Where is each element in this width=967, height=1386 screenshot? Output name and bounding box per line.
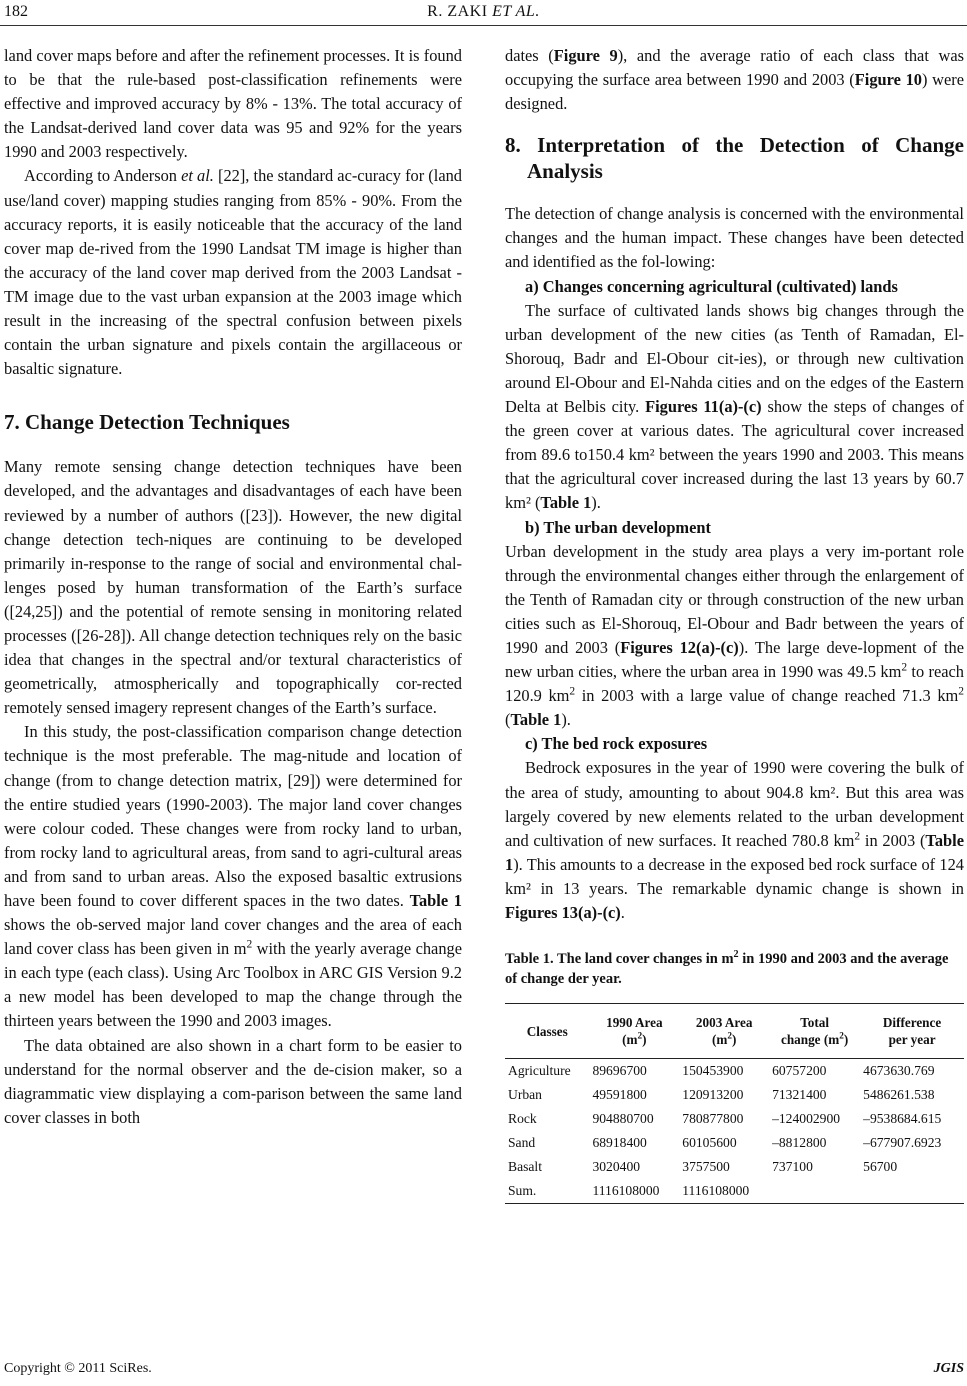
table-cell: 737100 [772,1159,813,1175]
header-rule [0,25,967,26]
table-cell: 780877800 [682,1111,744,1127]
journal-name: JGIS [933,1361,964,1376]
table-row-sum [505,1179,964,1204]
header-area-1990: 1990 Area $(m^2)$ [589,1004,679,1059]
subheading-agricultural: a) Changes concerning agricultural (cultivated) lands [525,276,898,296]
table-cell: 4673630.769 [863,1063,935,1079]
header-total-change: Total change $(m^2)$ [769,1004,860,1059]
table-cell: 5486261.538 [863,1087,935,1103]
table-cell: 120913200 [682,1087,744,1103]
paragraph: The surface of cultivated lands shows big changes through the urban development of the new cities (as Tenth of Ramadan, El-Shorouq, Badr and El-Obour cit-ies), or through new cultivation around El-Obour and El-Nahda cities and on the edges of the Eastern Delta at Belbis city. Figures 11(a)-(c) show the steps of changes of the green cover at various dates. The agricultural cover increased from 89.6 to150.4 km² between the years 1990 and 2003. This means that the agricultural cover increased during the last 13 years by 60.7 km² (Table 1). [505,300,965,513]
right-column [505,44,964,1204]
table-cell: 49591800 [592,1087,647,1103]
header-difference: Difference per year [860,1004,964,1059]
table-cell: Sum. [505,1179,589,1204]
table-cell: Basalt [508,1159,542,1175]
table-cell: 60757200 [772,1063,827,1079]
table-cell: –9538684.615 [863,1111,942,1127]
subheading-bedrock: c) The bed rock exposures [525,734,708,754]
section-heading-7: 7. Change Detection Techniques [4,410,290,435]
paragraph: The detection of change analysis is concerned with the environmental changes and the human impact. These changes have been detected and identified as the fol-lowing: [505,204,964,272]
table-cell: Rock [508,1111,537,1127]
table-cell: Agriculture [508,1063,571,1079]
table-row [505,1107,964,1131]
table-cell: 150453900 [682,1063,744,1079]
table-cell: 60105600 [682,1135,737,1151]
section-heading-8: 8. Interpretation of the Detection of Change Analysis [505,133,964,184]
table-cell: 1116108000 [679,1179,769,1204]
table-cell [860,1179,964,1204]
table-caption: Table 1. The land cover changes in $m^2$ in 1990 and 2003 and the average of change der year. [505,949,949,988]
table-row [505,1131,964,1155]
paragraph: Urban development in the study area plays a very im-portant role through the environmental changes either through the enlargement of the Tenth of Ramadan city or through construction of the new urban cities such as El-Shorouq, El-Obour and Badr between the years of 1990 and 2003 (Figures 12(a)-(c)). The large deve-lopment of the new urban cities, where the urban area in 1990 was 49.5 $km^2$ to reach 120.9 $km^2$ in 2003 with a large value of change reached 71.3 $km^2$ (Table 1). [505,541,964,730]
table-cell: Sand [508,1135,536,1151]
table-cell: 71321400 [772,1087,827,1103]
table-row [505,1155,964,1179]
table-cell: –124002900 [772,1111,841,1127]
table-cell [769,1179,860,1204]
paragraph: dates (Figure 9), and the average ratio of each class that was occupying the surface area between 1990 and 2003 (Figure 10) were designed. [505,46,964,114]
paragraph: Bedrock exposures in the year of 1990 were covering the bulk of the area of study, amounting to about 904.8 km². But this area was largely covered by new elements related to the urban development and cultivation of new surfaces. It reached 780.8 $km^2$ in 2003 (Table 1). This amounts to a decrease in the exposed bed rock surface of 124 km² in 13 years. The remarkable dynamic change is shown in Figures 13(a)-(c). [505,758,964,922]
running-head-authors: R. ZAKI ET AL. [427,3,540,20]
page-number: 182 [4,3,28,20]
table-cell: 3020400 [592,1159,641,1175]
table-row [505,1083,964,1107]
copyright-notice: Copyright © 2011 SciRes. [4,1361,152,1376]
page-header [0,0,967,26]
table-cell: –8812800 [772,1135,827,1151]
table-cell: Urban [508,1087,542,1103]
paragraph: In this study, the post-classification comparison change detection technique is the most preferable. The mag-nitude and location of change (from to change detection matrix, [29]) were determined for the entire studied years (1990-2003). The major land cover changes were colour coded. These changes were from rocky land to urban, from rocky land to agricultural areas, from sand to agri-cultural areas and from sand to urban areas. Also the exposed basaltic extrusions have been found to cover different spaces in the two dates. Table 1 shows the ob-served major land cover changes and the area of each land cover class has been given in $m^2$ with the yearly average change in each type (each class). Using Arc Toolbox in ARC GIS Version 9.2 a new model has been developed to map the change through the thirteen years between the 1990 and 2003 images. [4,722,462,1031]
table-cell: 89696700 [592,1063,647,1079]
paragraph: According to Anderson et al. [22], the standard ac-curacy for (land use/land cover) mapping studies ranging from 85% - 90%. From the accuracy reports, it is easily noticeable that the accuracy of the land cover map de-rived from the 1990 Landsat TM image is higher than the accuracy of the land cover map derived from the 2003 Landsat -TM image due to the vast urban expansion at the 2003 image which result in the increasing of the spectral confusion between pixels contain the urban signature and pixels contain the argillaceous or basaltic signature. [4,166,462,379]
table-cell: 56700 [863,1159,898,1175]
table-cell: 1116108000 [589,1179,679,1204]
table-cell: –677907.6923 [863,1135,942,1151]
table-cell: 904880700 [592,1111,654,1127]
left-column [4,44,462,1130]
paragraph: The data obtained are also shown in a chart form to be easier to understand for the normal observer and the de-cision maker, so a diagrammatic view displaying a com-parison between the same land cover classes in both [4,1035,462,1127]
paragraph: land cover maps before and after the refinement processes. It is found to be that the rule-based post-classification refinements were effective and improved accuracy by 8% - 13%. The total accuracy of the Landsat-derived land cover data was 95 and 92% for the years 1990 and 2003 respectively. [4,46,462,162]
table-cell: 68918400 [592,1135,647,1151]
header-area-2003: 2003 Area $(m^2)$ [679,1004,769,1059]
subheading-urban: b) The urban development [525,517,711,537]
table-cell: 3757500 [682,1159,730,1175]
table-row [505,1059,964,1084]
header-classes: Classes [505,1004,589,1059]
land-cover-table [505,1003,964,1204]
paragraph: Many remote sensing change detection techniques have been developed, and the advantages and disadvantages of each have been reviewed by a number of authors ([23]). However, the new digital change detection tech-niques are continuing to be developed primarily in-response to the range of social and environmental chal- lenges posed by human transformation of the Earth’s surface ([24,25]) and the potential of remote sensing in monitoring related processes ([26-28]). All change detection techniques rely on the basic idea that changes in the spectral and/or textural characteristics of geometrically, atmospherically and topographically cor-rected remotely sensed imagery represent changes of the Earth’s surface. [4,457,462,718]
table-header-row [505,1004,964,1059]
